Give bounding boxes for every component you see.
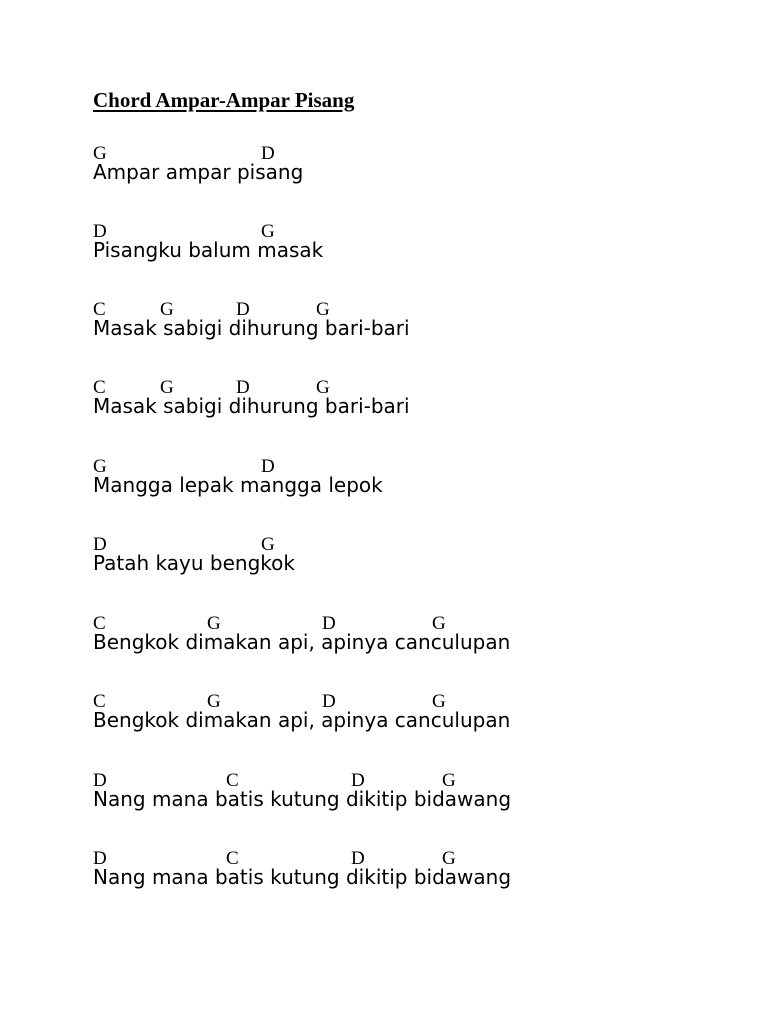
chord: D xyxy=(236,299,250,320)
chord: C xyxy=(93,299,106,320)
chord: G xyxy=(261,221,275,242)
lyric-line: Bengkok dimakan api, apinya canculupan xyxy=(93,630,511,654)
verse-2 xyxy=(93,220,733,280)
chord: G xyxy=(261,534,275,555)
lyric-line: Bengkok dimakan api, apinya canculupan xyxy=(93,708,511,732)
lyric-line: Mangga lepak mangga lepok xyxy=(93,473,383,497)
verse-8 xyxy=(93,690,733,750)
chord: D xyxy=(93,848,107,869)
chord: D xyxy=(351,770,365,791)
verse-3 xyxy=(93,298,733,358)
lyric-line: Ampar ampar pisang xyxy=(93,160,304,184)
chord: C xyxy=(93,691,106,712)
chord: G xyxy=(316,299,330,320)
chord: G xyxy=(442,770,456,791)
lyric-line: Masak sabigi dihurung bari-bari xyxy=(93,316,410,340)
chord: D xyxy=(322,613,336,634)
verse-4 xyxy=(93,376,733,436)
chord: D xyxy=(93,770,107,791)
chord: D xyxy=(93,221,107,242)
chord: G xyxy=(160,377,174,398)
chord: G xyxy=(442,848,456,869)
verse-6 xyxy=(93,533,733,593)
verse-10 xyxy=(93,847,733,907)
chord: D xyxy=(261,456,275,477)
lyric-line: Nang mana batis kutung dikitip bidawang xyxy=(93,865,512,889)
chord: G xyxy=(432,613,446,634)
lyric-line: Patah kayu bengkok xyxy=(93,551,295,575)
verse-7 xyxy=(93,612,733,672)
chord: G xyxy=(432,691,446,712)
chord: D xyxy=(351,848,365,869)
chord: G xyxy=(93,456,107,477)
chord: D xyxy=(93,534,107,555)
chord: D xyxy=(236,377,250,398)
chord: G xyxy=(316,377,330,398)
chord: D xyxy=(261,143,275,164)
verse-9 xyxy=(93,769,733,829)
verse-1 xyxy=(93,142,733,202)
chord: D xyxy=(322,691,336,712)
chord: C xyxy=(93,377,106,398)
chord: C xyxy=(93,613,106,634)
chord: G xyxy=(93,143,107,164)
chord: G xyxy=(160,299,174,320)
chord: C xyxy=(226,770,239,791)
chord: G xyxy=(207,613,221,634)
chord: G xyxy=(207,691,221,712)
verse-5 xyxy=(93,455,733,515)
lyric-line: Pisangku balum masak xyxy=(93,238,324,262)
page-title: Chord Ampar-Ampar Pisang xyxy=(93,88,355,112)
lyric-line: Nang mana batis kutung dikitip bidawang xyxy=(93,787,512,811)
lyric-line: Masak sabigi dihurung bari-bari xyxy=(93,394,410,418)
chord: C xyxy=(226,848,239,869)
